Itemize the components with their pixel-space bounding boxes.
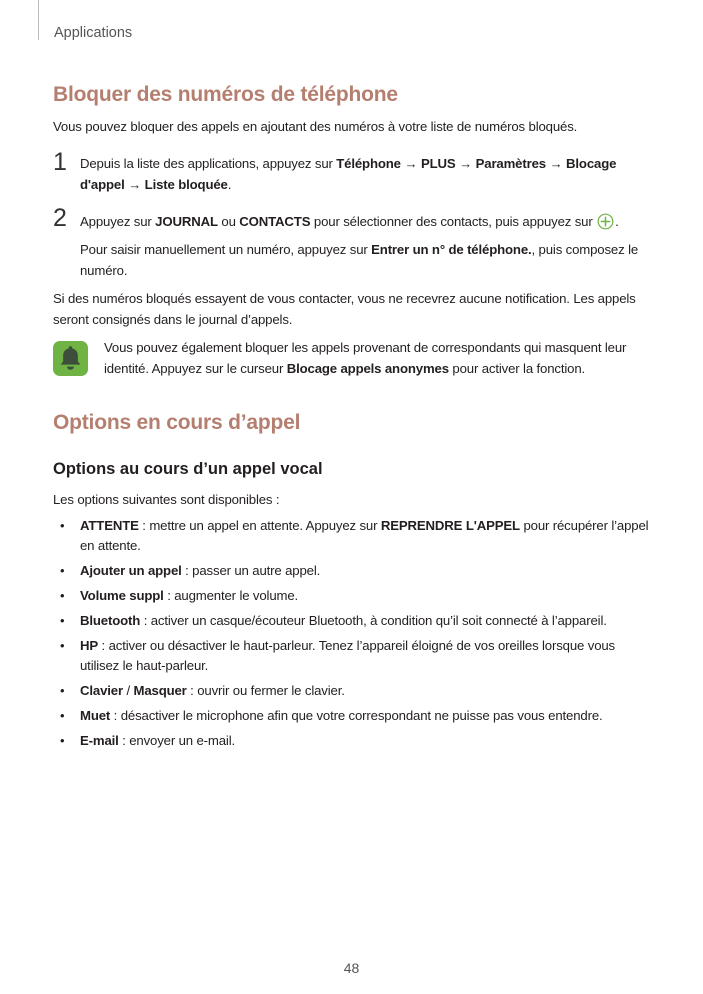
bullet-icon: • [60, 708, 65, 723]
step-number-1: 1 [53, 148, 67, 176]
section-title-call-options: Options en cours d’appel [53, 411, 301, 434]
step-2-manual-entry: Pour saisir manuellement un numéro, appuyez sur Entrer un n° de téléphone., puis composez le numéro. [80, 242, 639, 278]
note-text: Vous pouvez également bloquer les appels provenant de correspondants qui masquent leur identité. Appuyez sur le curseur Blocage appels anonymes pour activer la fonction. [104, 340, 627, 376]
list-item: • Clavier / Masquer : ouvrir ou fermer le clavier. [53, 681, 653, 701]
bullet-icon: • [60, 588, 65, 603]
blocked-info-paragraph: Si des numéros bloqués essayent de vous contacter, vous ne recevrez aucune notification. Les appels seront consignés dans le journal d’appels. [53, 291, 636, 327]
list-item: • Bluetooth : activer un casque/écouteur Bluetooth, à condition qu’il soit connecté à l’appareil. [53, 611, 653, 631]
bullet-icon: • [60, 683, 65, 698]
list-item: • ATTENTE : mettre un appel en attente. Appuyez sur REPRENDRE L'APPEL pour récupérer l’appel en attente. [60, 518, 649, 553]
step-1-text: Depuis la liste des applications, appuyez sur Téléphone → PLUS → Paramètres → Blocage d'appel → Liste bloquée. [80, 156, 617, 192]
call-options-list [53, 516, 653, 756]
step-number-2: 2 [53, 204, 67, 232]
list-item: • HP : activer ou désactiver le haut-parleur. Tenez l’appareil éloigné de vos oreilles lorsque vous utilisez le haut-parleur. [60, 638, 616, 673]
running-header: Applications [54, 25, 133, 41]
step-2-text: Appuyez sur JOURNAL ou CONTACTS pour sélectionner des contacts, puis appuyez sur . [80, 214, 619, 229]
page-number: 48 [343, 960, 360, 976]
corner-divider [38, 0, 39, 40]
subsection-title-voice-call: Options au cours d’un appel vocal [53, 460, 323, 478]
bullet-icon: • [60, 518, 65, 533]
bullet-icon: • [60, 638, 65, 653]
bullet-icon: • [60, 613, 65, 628]
section-intro: Vous pouvez bloquer des appels en ajoutant des numéros à votre liste de numéros bloqués. [53, 119, 578, 134]
list-item: • Volume suppl : augmenter le volume. [53, 586, 653, 606]
bullet-icon: • [60, 733, 65, 748]
list-item: • Ajouter un appel : passer un autre appel. [53, 561, 653, 581]
bell-icon [53, 341, 88, 376]
list-item: • E-mail : envoyer un e-mail. [53, 731, 653, 751]
options-intro: Les options suivantes sont disponibles : [53, 492, 280, 507]
section-title-block-numbers: Bloquer des numéros de téléphone [53, 83, 398, 106]
bullet-icon: • [60, 563, 65, 578]
add-circle-icon [597, 213, 614, 230]
list-item: • Muet : désactiver le microphone afin que votre correspondant ne puisse pas vous entendre. [53, 706, 653, 726]
